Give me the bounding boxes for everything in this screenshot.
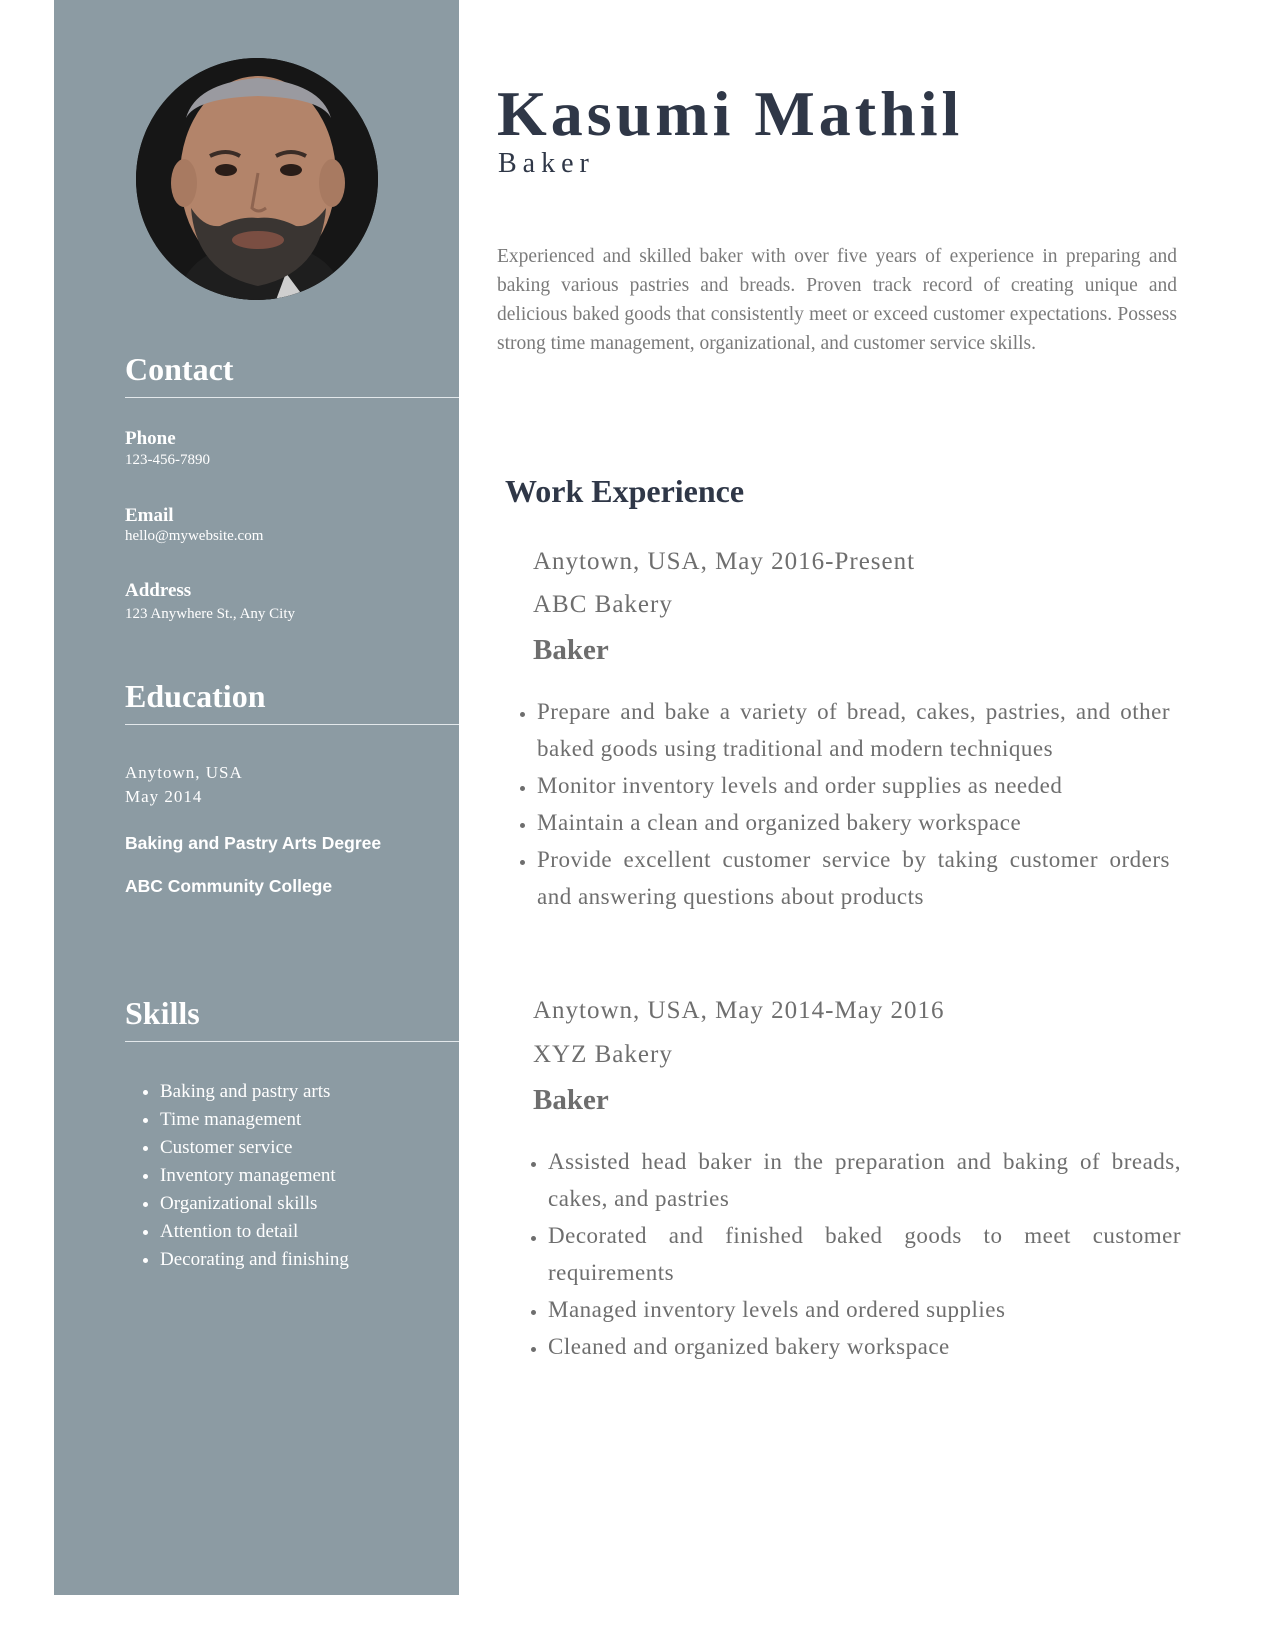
job-duty: • Maintain a clean and organized bakery workspace [537, 804, 1170, 841]
skill-item: • Inventory management [160, 1162, 349, 1190]
job-duty: • Prepare and bake a variety of bread, cakes, pastries, and other baked goods using traditional and modern techniques [537, 693, 1170, 767]
job-location-dates: Anytown, USA, May 2014-May 2016 [533, 997, 945, 1024]
job-duty: • Cleaned and organized bakery workspace [548, 1328, 1181, 1365]
skill-item: • Organizational skills [160, 1190, 349, 1218]
email-label: Email [125, 505, 174, 526]
job-duty: • Assisted head baker in the preparation and baking of breads, cakes, and pastries [548, 1143, 1181, 1217]
job-company: XYZ Bakery [533, 1041, 673, 1068]
education-degree: Baking and Pastry Arts Degree [125, 833, 382, 853]
contact-divider [125, 397, 459, 398]
profile-summary: Experienced and skilled baker with over five years of experience in preparing and baking various pastries and breads. Proven track record of creating unique and delicious baked goods that consistently meet or exceed customer expectations. Possess strong time management, organizational, and customer service skills. [497, 246, 1177, 354]
job-title: Baker [533, 634, 609, 666]
address-value: 123 Anywhere St., Any City [125, 606, 296, 622]
skill-item: • Decorating and finishing [160, 1246, 349, 1274]
job-company: ABC Bakery [533, 591, 673, 618]
skills-heading: Skills [125, 995, 200, 1031]
job-duty: • Managed inventory levels and ordered supplies [548, 1291, 1181, 1328]
education-divider [125, 724, 459, 725]
education-date: May 2014 [125, 787, 203, 806]
skill-item: • Attention to detail [160, 1218, 349, 1246]
address-label: Address [125, 580, 192, 601]
job-duties-list [507, 693, 1170, 915]
email-value: hello@mywebsite.com [125, 528, 264, 544]
skills-divider [125, 1041, 459, 1042]
skill-item: • Customer service [160, 1134, 349, 1162]
phone-label: Phone [125, 428, 176, 449]
education-school: ABC Community College [125, 876, 333, 896]
education-location: Anytown, USA [125, 763, 243, 782]
job-title: Baker [533, 1084, 609, 1116]
phone-value: 123-456-7890 [125, 452, 210, 468]
job-duties-list [518, 1143, 1181, 1365]
education-heading: Education [125, 678, 266, 714]
job-location-dates: Anytown, USA, May 2016-Present [533, 548, 916, 575]
contact-heading: Contact [125, 351, 234, 387]
skills-list [125, 1078, 349, 1274]
candidate-title: Baker [498, 148, 595, 179]
job-duty: • Decorated and finished baked goods to meet customer requirements [548, 1217, 1181, 1291]
profile-photo [136, 58, 378, 300]
candidate-name: Kasumi Mathil [497, 78, 964, 149]
job-duty: • Monitor inventory levels and order supplies as needed [537, 767, 1170, 804]
job-duty: • Provide excellent customer service by taking customer orders and answering questions about products [537, 841, 1170, 915]
skill-item: • Baking and pastry arts [160, 1078, 349, 1106]
skill-item: • Time management [160, 1106, 349, 1134]
work-experience-heading: Work Experience [505, 473, 745, 509]
